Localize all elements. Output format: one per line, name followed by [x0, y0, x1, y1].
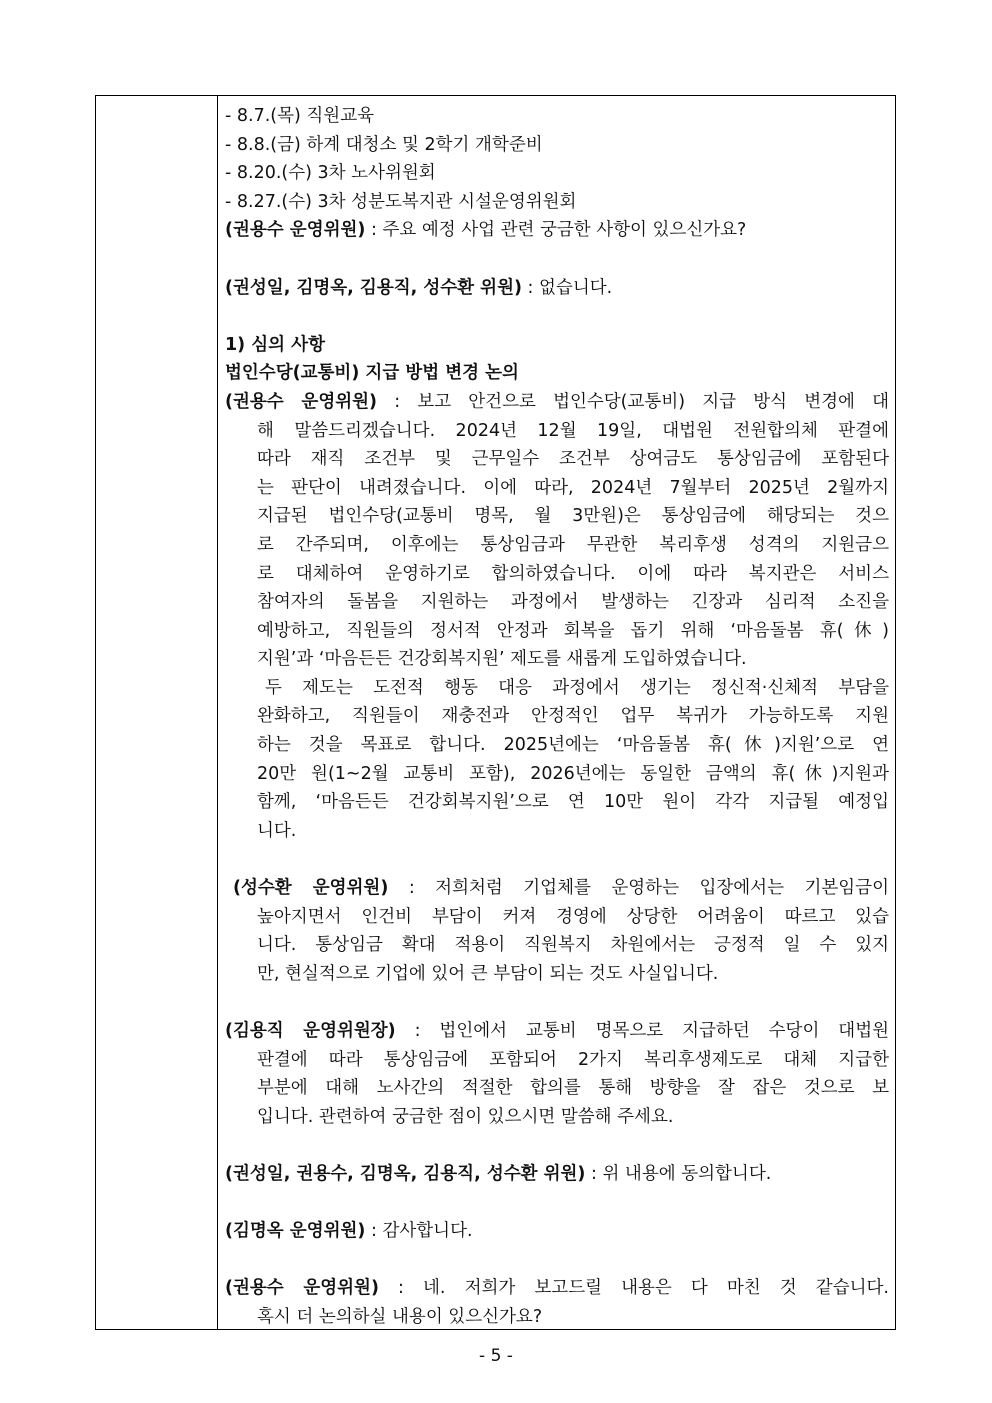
- statement-line: 는 판단이 내려졌습니다. 이에 따라, 2024년 7월부터 2025년 2월까지: [257, 477, 889, 498]
- statement-line: 로 간주되며, 이후에는 통상임금과 무관한 복리후생 성격의 지원금으: [257, 534, 889, 555]
- minutes-table: [95, 95, 896, 1330]
- statement-first-line: (김용직 운영위원장) : 법인에서 교통비 명목으로 지급하던 수당이 대법원: [225, 1021, 890, 1041]
- statement-line: 함께, ‘마음든든 건강회복지원’으로 연 10만 원이 각각 지급될 예정입: [257, 792, 889, 813]
- statement-p5: (김명옥 운영위원) : 감사합니다.: [225, 1221, 473, 1242]
- minutes-content: [225, 102, 889, 1332]
- statement-line: 20만 원(1~2월 교통비 포함), 2026년에는 동일한 금액의 휴(休)지원과: [257, 763, 889, 784]
- statement-line: 지원’과 ‘마음든든 건강회복지원’ 제도를 새롭게 도입하였습니다.: [257, 649, 747, 670]
- statement-line: 예방하고, 직원들의 정서적 안정과 회복을 돕기 위해 ‘마음돌봄 휴(休): [257, 620, 889, 641]
- statement-line: 따라 재직 조건부 및 근무일수 조건부 상여금도 통상임금에 포함된다: [257, 449, 889, 470]
- statement-line: 니다. 통상임금 확대 적용이 직원복지 차원에서는 긍정적 일 수 있지: [257, 935, 889, 956]
- statement-first-line: (권용수 운영위원) : 보고 안건으로 법인수당(교통비) 지급 방식 변경에 대: [225, 391, 889, 412]
- speaker: (권성일, 김명옥, 김용직, 성수환 위원): [225, 277, 522, 298]
- section-title: 법인수당(교통비) 지급 방법 변경 논의: [225, 363, 519, 384]
- schedule-item: - 8.7.(목) 직원교육: [225, 106, 375, 126]
- statement-line: 해 말씀드리겠습니다. 2024년 12월 19일, 대법원 전원합의체 판결에: [257, 420, 889, 441]
- statement-line: 혹시 더 논의하실 내용이 있으신가요?: [257, 1306, 543, 1327]
- statement-p4: (권성일, 권용수, 김명옥, 김용직, 성수환 위원) : 위 내용에 동의합니다.: [225, 1163, 772, 1184]
- statement-line: 하는 것을 목표로 합니다. 2025년에는 ‘마음돌봄 휴(休)지원’으로 연: [257, 735, 889, 756]
- schedule-item: - 8.8.(금) 하계 대청소 및 2학기 개학준비: [225, 134, 543, 155]
- speaker: (성수환 운영위원): [233, 878, 389, 899]
- speaker: (권용수 운영위원): [225, 220, 366, 241]
- page-number: - 5 -: [479, 1346, 513, 1366]
- statement-p1: [225, 388, 889, 846]
- statement-line: 높아지면서 인건비 부담이 커져 경영에 상당한 어려움이 따르고 있습: [257, 906, 889, 927]
- speaker: (권용수 운영위원): [225, 391, 378, 412]
- speaker: (권성일, 권용수, 김명옥, 김용직, 성수환 위원): [225, 1163, 586, 1184]
- statement-first-line: (권용수 운영위원) : 네. 저희가 보고드릴 내용은 다 마친 것 같습니다.: [225, 1278, 889, 1299]
- statement-line: 만, 현실적으로 기업에 있어 큰 부담이 되는 것도 사실입니다.: [257, 963, 719, 984]
- statement-p6: [225, 1274, 889, 1331]
- statement-line: 니다.: [257, 820, 297, 841]
- statement-first-line: (성수환 운영위원) : 저희처럼 기업체를 운영하는 입장에서는 기본임금이: [233, 878, 889, 899]
- statement-line: 입니다. 관련하여 궁금한 점이 있으시면 말씀해 주세요.: [257, 1106, 674, 1127]
- statement-text: : 주요 예정 사업 관련 궁금한 사항이 있으신가요?: [365, 220, 747, 241]
- speaker: (김명옥 운영위원): [225, 1221, 366, 1242]
- statement-line: 판결에 따라 통상임금에 포함되어 2가지 복리후생제도로 대체 지급한: [257, 1049, 889, 1070]
- speaker: (권용수 운영위원): [225, 1278, 379, 1299]
- schedule-item: - 8.20.(수) 3차 노사위원회: [225, 163, 436, 184]
- statement-a1: [225, 274, 889, 303]
- label-column: [96, 96, 218, 1329]
- statement-line: 로 대체하여 운영하기로 합의하였습니다. 이에 따라 복지관은 서비스: [257, 563, 889, 584]
- statement-line: 두 제도는 도전적 행동 대응 과정에서 생기는 정신적·신체적 부담을: [265, 677, 889, 698]
- statement-line: 완화하고, 직원들이 재충전과 안정적인 업무 복귀가 가능하도록 지원: [257, 706, 889, 727]
- statement-q1: [225, 216, 889, 245]
- statement-line: 지급된 법인수당(교통비 명목, 월 3만원)은 통상임금에 해당되는 것으: [257, 506, 889, 527]
- statement-line: 부분에 대해 노사간의 적절한 합의를 통해 방향을 잘 잡은 것으로 보: [257, 1078, 889, 1099]
- statement-text: : 없습니다.: [521, 277, 613, 298]
- schedule-item: - 8.27.(수) 3차 성분도복지관 시설운영위원회: [225, 191, 577, 212]
- statement-p3: [225, 1017, 889, 1131]
- section-heading: 1) 심의 사항: [225, 334, 325, 355]
- statement-line: 참여자의 돌봄을 지원하는 과정에서 발생하는 긴장과 심리적 소진을: [257, 592, 889, 613]
- speaker: (김용직 운영위원장): [225, 1021, 396, 1041]
- statement-p2: [225, 874, 889, 988]
